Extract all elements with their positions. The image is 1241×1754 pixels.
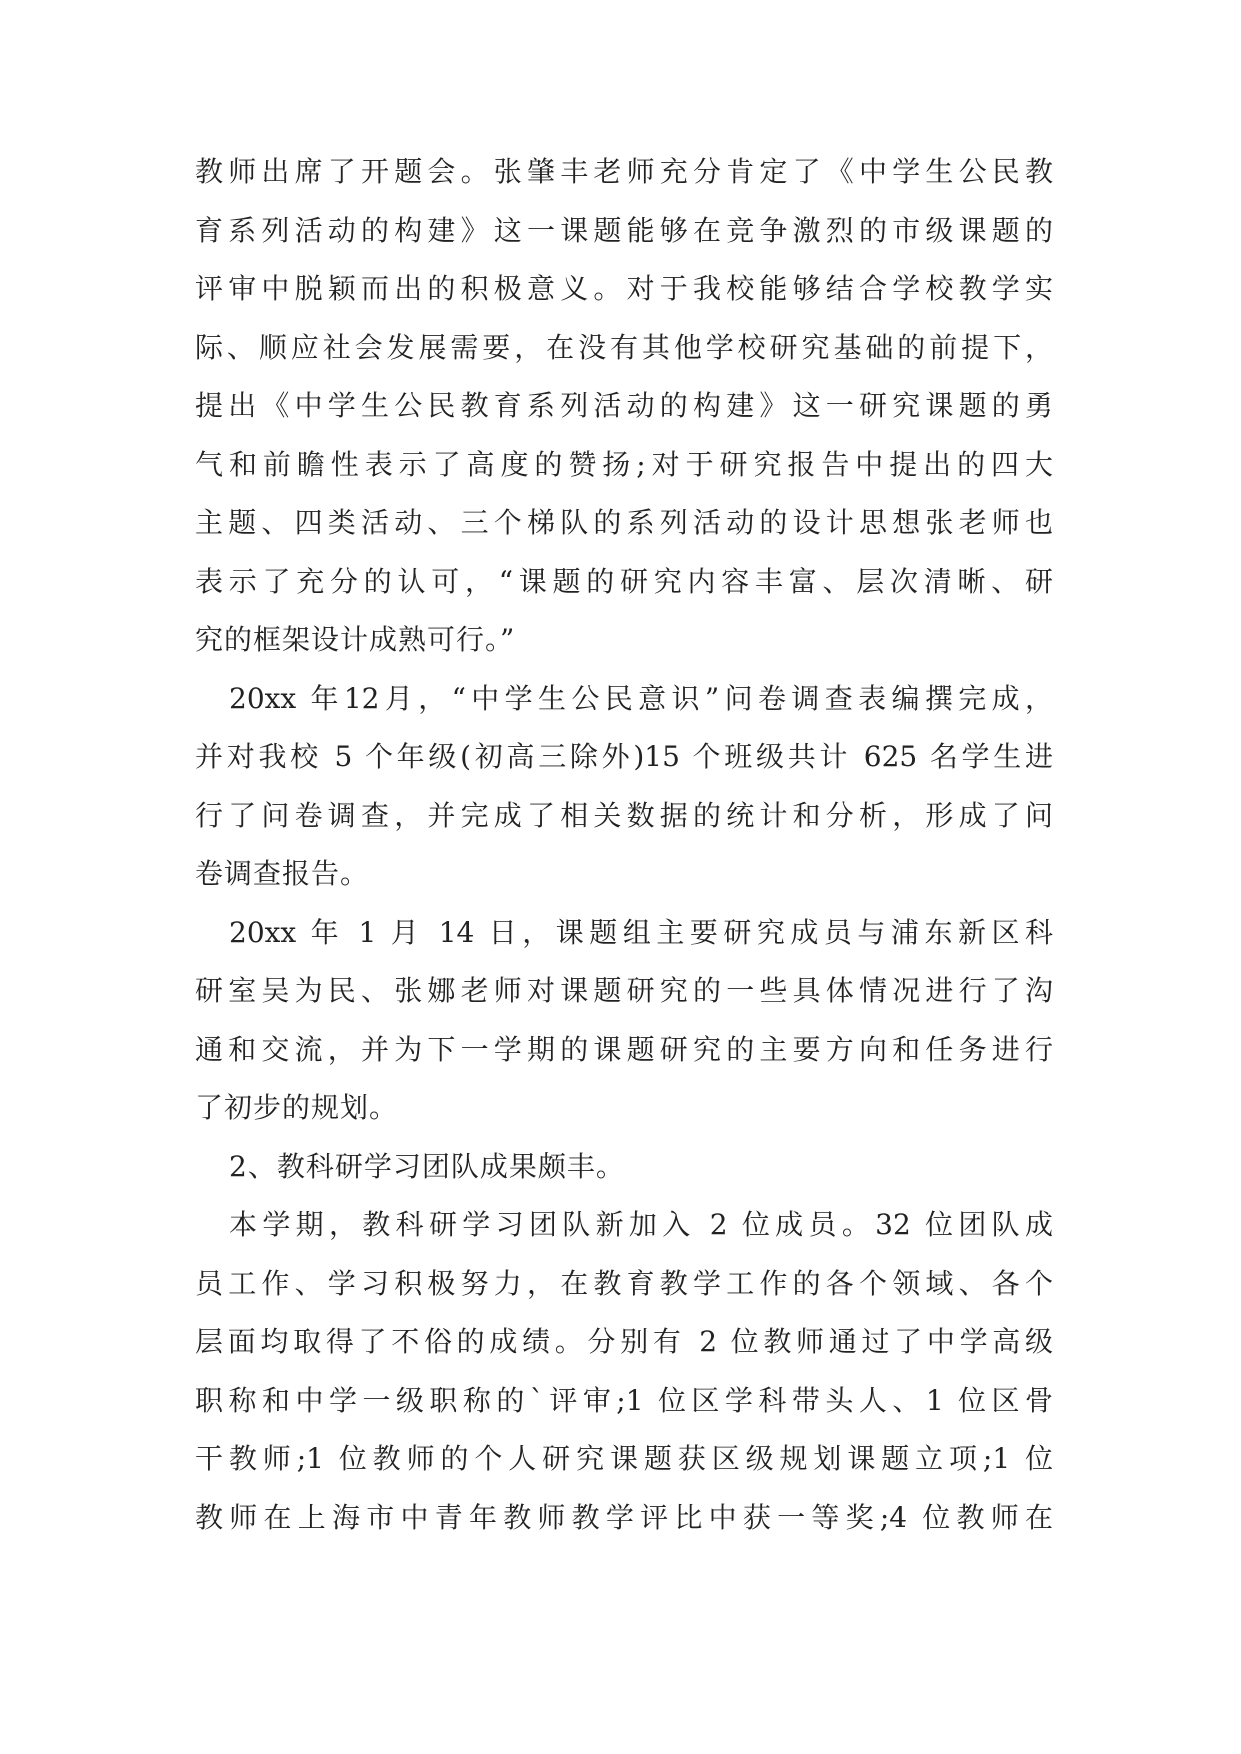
- paragraph: [195, 904, 1053, 1138]
- text-line: 提出《中学生公民教育系列活动的构建》这一研究课题的勇: [195, 389, 1053, 422]
- text-line: 通和交流，并为下一学期的课题研究的主要方向和任务进行: [195, 1032, 1053, 1066]
- text-line: 教师出席了开题会。张肇丰老师充分肯定了《中学生公民教: [195, 155, 1053, 188]
- text-line: 卷调查报告。: [195, 857, 370, 890]
- text-line: 职称和中学一级职称的`评审;1 位区学科带头人、1 位区骨: [195, 1383, 1053, 1417]
- document-body: [195, 143, 1053, 1547]
- text-line: 20xx 年12月，“中学生公民意识”问卷调查表编撰完成，: [229, 681, 1053, 715]
- text-line: 究的框架设计成熟可行。”: [195, 623, 516, 656]
- text-line: 员工作、学习积极努力，在教育教学工作的各个领域、各个: [195, 1266, 1053, 1300]
- text-line: 了初步的规划。: [195, 1091, 399, 1124]
- text-line: 教师在上海市中青年教师教学评比中获一等奖;4 位教师在: [195, 1500, 1053, 1534]
- text-line: 并对我校 5 个年级(初高三除外)15 个班级共计 625 名学生进: [195, 740, 1053, 773]
- text-line: 气和前瞻性表示了高度的赞扬;对于研究报告中提出的四大: [195, 447, 1053, 481]
- text-line: 表示了充分的认可，“课题的研究内容丰富、层次清晰、研: [195, 564, 1053, 598]
- text-line: 层面均取得了不俗的成绩。分别有 2 位教师通过了中学高级: [195, 1325, 1053, 1358]
- paragraph: [195, 670, 1053, 904]
- text-line: 本学期，教科研学习团队新加入 2 位成员。32 位团队成: [229, 1208, 1053, 1241]
- section-heading: [195, 1138, 1053, 1197]
- text-line: 干教师;1 位教师的个人研究课题获区级规划课题立项;1 位: [195, 1442, 1053, 1475]
- text-line: 际、顺应社会发展需要，在没有其他学校研究基础的前提下，: [195, 330, 1053, 364]
- text-line: 评审中脱颖而出的积极意义。对于我校能够结合学校教学实: [195, 272, 1053, 305]
- text-line: 20xx 年 1 月 14 日，课题组主要研究成员与浦东新区科: [229, 915, 1053, 949]
- text-line: 研室吴为民、张娜老师对课题研究的一些具体情况进行了沟: [195, 974, 1053, 1007]
- paragraph: [195, 1196, 1053, 1547]
- text-line: 主题、四类活动、三个梯队的系列活动的设计思想张老师也: [195, 506, 1053, 539]
- paragraph: [195, 143, 1053, 670]
- section-heading-text: 2、教科研学习团队成果颇丰。: [229, 1149, 625, 1183]
- text-line: 育系列活动的构建》这一课题能够在竞争激烈的市级课题的: [195, 213, 1053, 247]
- text-line: 行了问卷调查，并完成了相关数据的统计和分析，形成了问: [195, 798, 1053, 832]
